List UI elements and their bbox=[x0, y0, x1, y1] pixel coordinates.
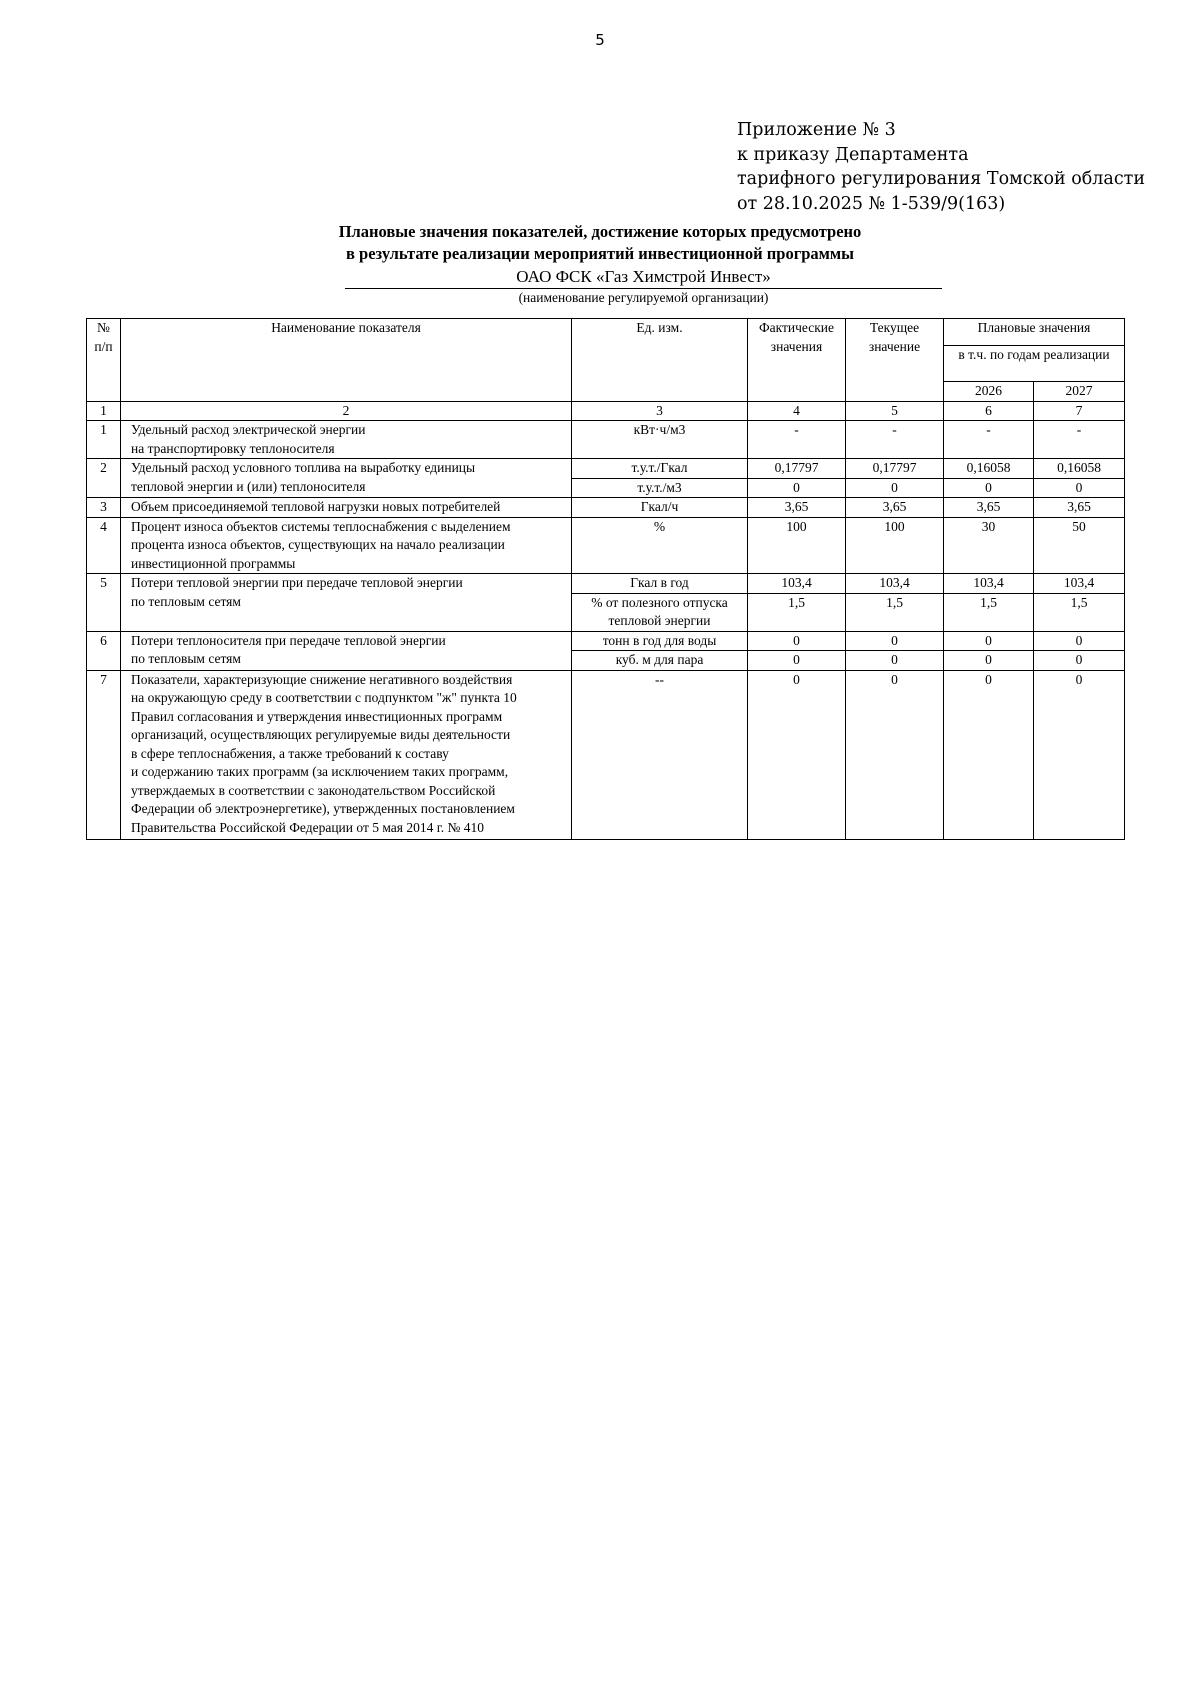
page-number: 5 bbox=[595, 31, 605, 49]
row-num: 2 bbox=[87, 459, 121, 498]
row-2027: 0 bbox=[1034, 631, 1125, 651]
header-name: Наименование показателя bbox=[121, 319, 572, 402]
row-2027: 3,65 bbox=[1034, 498, 1125, 518]
table-row bbox=[87, 670, 1125, 840]
indicators-table bbox=[86, 318, 1125, 840]
row-current: - bbox=[846, 421, 944, 459]
row-num: 1 bbox=[87, 421, 121, 459]
header-planned: Плановые значения bbox=[944, 319, 1125, 346]
row-2027: 103,4 bbox=[1034, 574, 1125, 594]
row-2026: 30 bbox=[944, 517, 1034, 574]
row-unit: -- bbox=[572, 670, 748, 840]
row-2026: 1,5 bbox=[944, 593, 1034, 631]
document-title bbox=[0, 221, 1200, 265]
row-unit: % от полезного отпуска тепловой энергии bbox=[572, 593, 748, 631]
row-2026: 103,4 bbox=[944, 574, 1034, 594]
organization-name: ОАО ФСК «Газ Химстрой Инвест» bbox=[345, 267, 942, 289]
header-year-2026: 2026 bbox=[944, 382, 1034, 402]
row-unit: Гкал/ч bbox=[572, 498, 748, 518]
table-row bbox=[87, 498, 1125, 518]
row-2026: - bbox=[944, 421, 1034, 459]
column-number: 6 bbox=[944, 401, 1034, 421]
row-actual: 1,5 bbox=[748, 593, 846, 631]
row-current: 1,5 bbox=[846, 593, 944, 631]
column-number: 7 bbox=[1034, 401, 1125, 421]
row-num: 6 bbox=[87, 631, 121, 670]
row-name: Показатели, характеризующие снижение негативного воздействия на окружающую среду в соответствии с подпунктом "ж" пункта 10 Правил согласования и утверждения инвестиционных программ организаций, осуществляющих регулируемые виды деятельности в сфере теплоснабжения, а также требований к составу и содержанию таких программ (за исключением таких программ, утверждаемых в соответствии с законодательством Российской Федерации об электроэнергетике), утвержденных постановлением Правительства Российской Федерации от 5 мая 2014 г. № 410 bbox=[121, 670, 572, 840]
row-actual: 0 bbox=[748, 670, 846, 840]
table-row bbox=[87, 517, 1125, 574]
row-num: 5 bbox=[87, 574, 121, 632]
row-unit: т.у.т./м3 bbox=[572, 478, 748, 498]
row-actual: - bbox=[748, 421, 846, 459]
header-year-2027: 2027 bbox=[1034, 382, 1125, 402]
table-row bbox=[87, 574, 1125, 594]
row-num: 7 bbox=[87, 670, 121, 840]
row-name: Потери теплоносителя при передаче тепловой энергии по тепловым сетям bbox=[121, 631, 572, 670]
header-by-years: в т.ч. по годам реализации bbox=[944, 346, 1125, 382]
row-name: Потери тепловой энергии при передаче тепловой энергии по тепловым сетям bbox=[121, 574, 572, 632]
row-2027: 0 bbox=[1034, 478, 1125, 498]
appendix-line: тарифного регулирования Томской области bbox=[737, 169, 1145, 189]
row-actual: 0 bbox=[748, 651, 846, 671]
row-name: Объем присоединяемой тепловой нагрузки новых потребителей bbox=[121, 498, 572, 518]
row-current: 0 bbox=[846, 651, 944, 671]
row-actual: 3,65 bbox=[748, 498, 846, 518]
row-unit: т.у.т./Гкал bbox=[572, 459, 748, 479]
row-actual: 0 bbox=[748, 478, 846, 498]
table-row bbox=[87, 631, 1125, 651]
table-row bbox=[87, 421, 1125, 459]
row-current: 103,4 bbox=[846, 574, 944, 594]
row-2027: 0 bbox=[1034, 651, 1125, 671]
row-unit: куб. м для пара bbox=[572, 651, 748, 671]
appendix-line: к приказу Департамента bbox=[737, 144, 969, 165]
row-2027: 50 bbox=[1034, 517, 1125, 574]
row-name: Процент износа объектов системы теплоснабжения с выделением процента износа объектов, существующих на начало реализации инвестиционной программы bbox=[121, 517, 572, 574]
table-row bbox=[87, 459, 1125, 479]
row-unit: Гкал в год bbox=[572, 574, 748, 594]
title-line-1: Плановые значения показателей, достижение которых предусмотрено bbox=[338, 222, 862, 241]
row-2027: - bbox=[1034, 421, 1125, 459]
row-2027: 0,16058 bbox=[1034, 459, 1125, 479]
row-actual: 100 bbox=[748, 517, 846, 574]
header-num: № п/п bbox=[87, 319, 121, 402]
row-current: 0 bbox=[846, 631, 944, 651]
row-name: Удельный расход условного топлива на выработку единицы тепловой энергии и (или) теплоносителя bbox=[121, 459, 572, 498]
appendix-line: Приложение № 3 bbox=[737, 120, 896, 140]
row-2027: 1,5 bbox=[1034, 593, 1125, 631]
column-number: 4 bbox=[748, 401, 846, 421]
row-unit: тонн в год для воды bbox=[572, 631, 748, 651]
header-actual: Фактические значения bbox=[748, 319, 846, 402]
row-2026: 3,65 bbox=[944, 498, 1034, 518]
row-num: 3 bbox=[87, 498, 121, 518]
row-current: 0 bbox=[846, 478, 944, 498]
row-current: 3,65 bbox=[846, 498, 944, 518]
appendix-line: от 28.10.2025 № 1-539/9(163) bbox=[737, 193, 1006, 214]
row-2026: 0 bbox=[944, 651, 1034, 671]
row-2026: 0 bbox=[944, 670, 1034, 840]
row-actual: 103,4 bbox=[748, 574, 846, 594]
row-unit: % bbox=[572, 517, 748, 574]
title-line-2: в результате реализации мероприятий инвестиционной программы bbox=[346, 244, 854, 263]
row-current: 0 bbox=[846, 670, 944, 840]
row-actual: 0 bbox=[748, 631, 846, 651]
row-unit: кВт·ч/м3 bbox=[572, 421, 748, 459]
column-number: 3 bbox=[572, 401, 748, 421]
header-current: Текущее значение bbox=[846, 319, 944, 402]
appendix-block bbox=[737, 118, 1145, 216]
row-2026: 0 bbox=[944, 631, 1034, 651]
row-2027: 0 bbox=[1034, 670, 1125, 840]
row-current: 0,17797 bbox=[846, 459, 944, 479]
row-2026: 0,16058 bbox=[944, 459, 1034, 479]
row-actual: 0,17797 bbox=[748, 459, 846, 479]
column-number: 1 bbox=[87, 401, 121, 421]
column-number: 5 bbox=[846, 401, 944, 421]
header-unit: Ед. изм. bbox=[572, 319, 748, 402]
row-2026: 0 bbox=[944, 478, 1034, 498]
organization-caption: (наименование регулируемой организации) bbox=[518, 290, 769, 305]
row-num: 4 bbox=[87, 517, 121, 574]
row-current: 100 bbox=[846, 517, 944, 574]
column-number: 2 bbox=[121, 401, 572, 421]
row-name: Удельный расход электрической энергии на транспортировку теплоносителя bbox=[121, 421, 572, 459]
